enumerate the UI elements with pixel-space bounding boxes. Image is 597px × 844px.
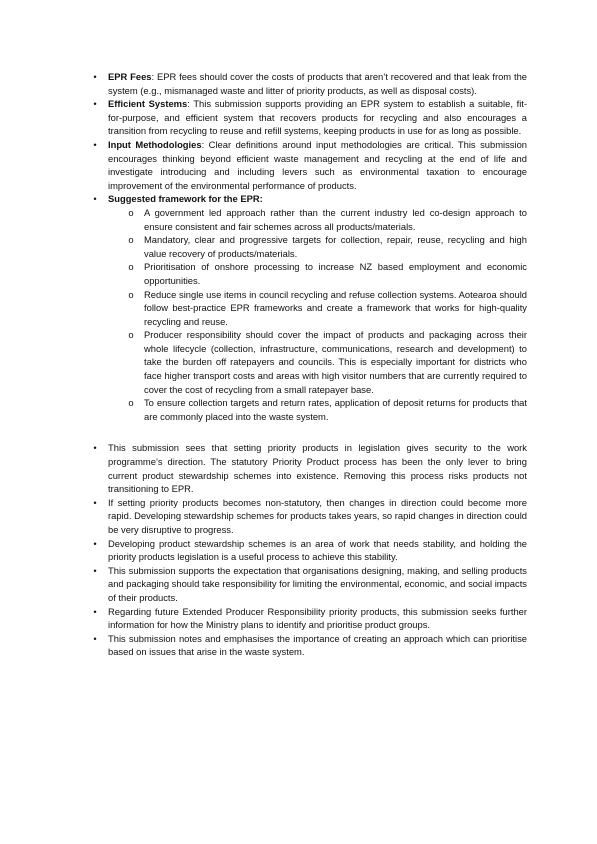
- sublist-item-text: Producer responsibility should cover the impact of products and packaging across their whole lifecycle (collection, infrastructure, communications, research and development) to take the burden off ratepayers and councils. This is especially important for districts who face higher transport costs and areas with high visitor numbers that are currently required to cover the cost of recycling from a small ratepayer base.: [144, 329, 527, 395]
- sublist-item: [126, 233, 527, 260]
- sublist-item-text: Prioritisation of onshore processing to increase NZ based employment and economic opportunities.: [144, 261, 527, 286]
- framework-sublist: [108, 206, 527, 424]
- bullet-icon: •: [93, 496, 97, 508]
- epr-key-points-list: [90, 70, 527, 423]
- sublist-item: [126, 288, 527, 329]
- circle-bullet-icon: o: [128, 234, 134, 246]
- list-item: [90, 632, 527, 659]
- list-item-text: This submission supports the expectation that organisations designing, making, and selling products and packaging should take responsibility for limiting the environmental, economic, and social impacts of their products.: [108, 564, 527, 603]
- item-label: Efficient Systems: [108, 98, 188, 110]
- circle-bullet-icon: o: [128, 288, 134, 300]
- circle-bullet-icon: o: [128, 261, 134, 273]
- sublist-item-text: Reduce single use items in council recycling and refuse collection systems. Aotearoa should follow best-practice EPR frameworks and create a framework that works for high-quality recycling and reuse.: [144, 288, 527, 327]
- list-item-input-methodologies: [90, 138, 527, 192]
- list-item-efficient-systems: [90, 97, 527, 138]
- list-item-epr-fees: [90, 70, 527, 97]
- list-item-suggested-framework: [90, 192, 527, 423]
- bullet-icon: •: [93, 605, 97, 617]
- document-body: [90, 70, 527, 659]
- sublist-item: [126, 260, 527, 287]
- list-item-text: Regarding future Extended Producer Responsibility priority products, this submission seeks further information for how the Ministry plans to identify and prioritise product groups.: [108, 605, 527, 631]
- list-item: [90, 496, 527, 537]
- framework-heading: Suggested framework for the EPR:: [108, 193, 263, 205]
- bullet-icon: •: [93, 71, 97, 82]
- item-text: : EPR fees should cover the costs of products that aren’t recovered and that leak from the system (e.g., mismanaged waste and litter of priority products, as well as disposal costs).: [108, 71, 527, 96]
- list-item-text: Developing product stewardship schemes is an area of work that needs stability, and holding the priority products legislation is a useful process to achieve this stability.: [108, 537, 527, 563]
- sublist-item: [126, 206, 527, 233]
- list-item: [90, 441, 527, 495]
- list-item-text: If setting priority products becomes non-statutory, then changes in direction could become more rapid. Developing stewardship schemes for products takes years, so rapid changes in direction could be very disruptive to progress.: [108, 496, 527, 535]
- sublist-item-text: To ensure collection targets and return rates, application of deposit returns for products that are commonly placed into the waste system.: [144, 397, 527, 422]
- bullet-icon: •: [93, 537, 97, 549]
- sublist-item-text: A government led approach rather than the current industry led co-design approach to ensure consistent and fair schemes across all products/materials.: [144, 206, 527, 232]
- circle-bullet-icon: o: [128, 329, 134, 341]
- circle-bullet-icon: o: [128, 397, 134, 409]
- circle-bullet-icon: o: [128, 206, 134, 218]
- priority-products-list: [90, 441, 527, 659]
- item-text: : Clear definitions around input methodologies are critical. This submission encourages thinking beyond efficient waste management and recycling at the end of life and investigate introducing and including levers such as environmental taxation to encourage improvement of the environmental performance of products.: [108, 138, 527, 191]
- bullet-icon: •: [93, 564, 97, 576]
- bullet-icon: •: [93, 138, 97, 150]
- bullet-icon: •: [93, 442, 97, 454]
- bullet-icon: •: [93, 193, 97, 205]
- paragraph-gap: [90, 423, 527, 441]
- list-item: [90, 537, 527, 564]
- list-item: [90, 605, 527, 632]
- list-item-text: This submission notes and emphasises the importance of creating an approach which can prioritise based on issues that arise in the waste system.: [108, 632, 527, 658]
- sublist-item: [126, 328, 527, 396]
- sublist-item: [126, 396, 527, 423]
- list-item: [90, 564, 527, 605]
- bullet-icon: •: [93, 98, 97, 110]
- list-item-text: This submission sees that setting priority products in legislation gives security to the work programme’s direction. The statutory Priority Product process has been the only lever to bring current product stewardship schemes into existence. Removing this process risks products not transitioning to EPR.: [108, 442, 527, 495]
- item-label: Input Methodologies: [108, 138, 202, 150]
- item-text: : This submission supports providing an EPR system to establish a suitable, fit-for-purpose, and efficient system that recovers products for recycling and also encourages a transition from recycling to reuse and refill systems, keeping products in use for as long as possible.: [108, 98, 527, 137]
- sublist-item-text: Mandatory, clear and progressive targets for collection, repair, reuse, recycling and high value recovery of products/materials.: [144, 234, 527, 259]
- item-label: EPR Fees: [108, 71, 152, 82]
- bullet-icon: •: [93, 632, 97, 644]
